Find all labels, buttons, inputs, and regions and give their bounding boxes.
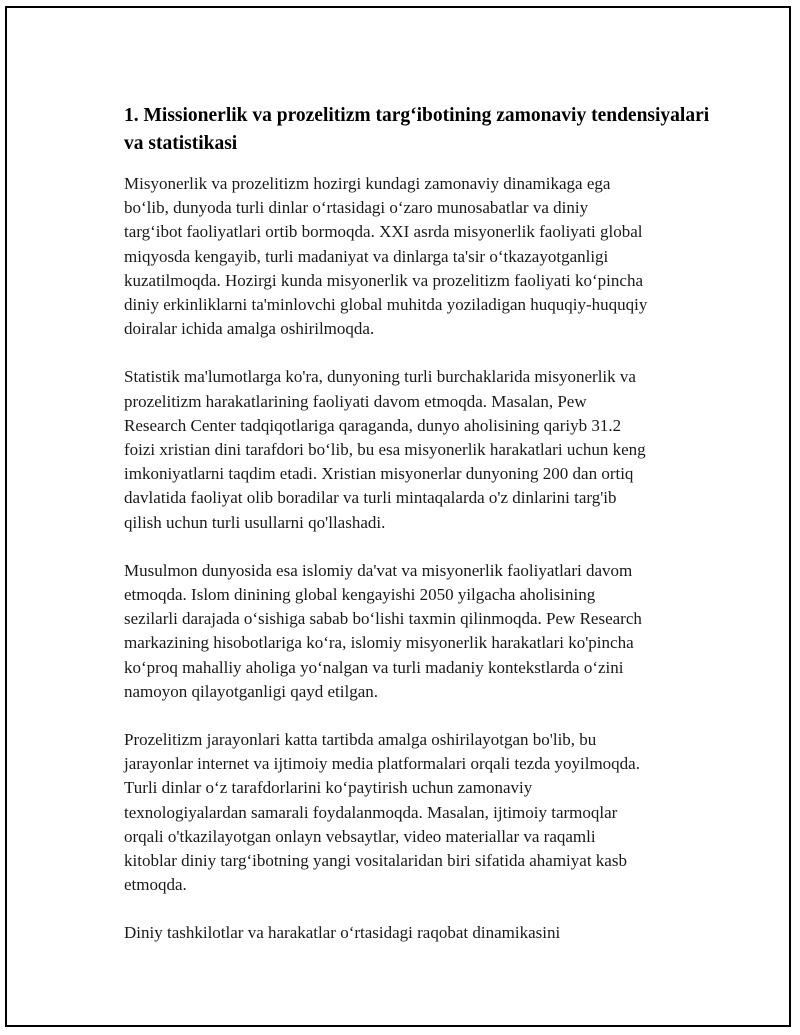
text-line: qilish uchun turli usullarni qo'llashadi. <box>124 512 386 532</box>
paragraph-1 <box>124 172 714 341</box>
paragraph-4 <box>124 728 714 897</box>
text-line: sezilarli darajada o‘sishiga sabab bo‘lishi taxmin qilinmoqda. Pew Research <box>124 609 642 629</box>
heading-line: tendensiyalari va statistikasi <box>124 105 710 154</box>
page-frame <box>5 6 791 1027</box>
text-line: Prozelitizm jarayonlari katta tartibda amalga oshirilayotgan bo'lib, bu <box>124 730 597 750</box>
text-line: foizi xristian dini tarafdori bo‘lib, bu esa misyonerlik harakatlari uchun keng <box>124 440 646 460</box>
text-line: bo‘lib, dunyoda turli dinlar o‘rtasidagi o‘zaro munosabatlar va diniy <box>124 198 589 218</box>
section-heading <box>124 102 714 158</box>
text-line: markazining hisobotlariga ko‘ra, islomiy misyonerlik harakatlari ko'pincha <box>124 633 634 653</box>
text-line: jarayonlar internet va ijtimoiy media platformalari orqali tezda yoyilmoqda. <box>124 754 640 774</box>
text-line: Statistik ma'lumotlarga ko'ra, dunyoning turli burchaklarida misyonerlik va <box>124 367 636 387</box>
text-line: etmoqda. <box>124 875 187 895</box>
heading-line: 1. Missionerlik va prozelitizm targ‘ibotining zamonaviy <box>124 105 587 126</box>
text-line: Musulmon dunyosida esa islomiy da'vat va misyonerlik faoliyatlari davom <box>124 560 633 580</box>
text-line: orqali o'tkazilayotgan onlayn vebsaytlar, video materiallar va raqamli <box>124 826 596 846</box>
text-line: etmoqda. Islom dinining global kengayishi 2050 yilgacha aholisining <box>124 585 596 605</box>
text-line: Diniy tashkilotlar va harakatlar o‘rtasidagi raqobat dinamikasini <box>124 923 561 943</box>
text-line: doiralar ichida amalga oshirilmoqda. <box>124 319 375 339</box>
text-line: diniy erkinliklarni ta'minlovchi global muhitda yoziladigan huquqiy-huquqiy <box>124 295 648 315</box>
text-line: prozelitizm harakatlarining faoliyati davom etmoqda. Masalan, Pew <box>124 391 587 411</box>
paragraph-5 <box>124 921 714 945</box>
text-line: targ‘ibot faoliyatlari ortib bormoqda. XXI asrda misyonerlik faoliyati global <box>124 222 643 242</box>
text-line: davlatida faoliyat olib boradilar va turli mintaqalarda o'z dinlarini targ'ib <box>124 488 617 508</box>
text-line: Turli dinlar o‘z tarafdorlarini ko‘paytirish uchun zamonaviy <box>124 778 533 798</box>
text-line: namoyon qilayotganligi qayd etilgan. <box>124 681 379 701</box>
paragraph-3 <box>124 559 714 704</box>
text-line: Misyonerlik va prozelitizm hozirgi kundagi zamonaviy dinamikaga ega <box>124 174 611 193</box>
text-line: imkoniyatlarni taqdim etadi. Xristian misyonerlar dunyoning 200 dan ortiq <box>124 464 634 484</box>
text-line: texnologiyalardan samarali foydalanmoqda. Masalan, ijtimoiy tarmoqlar <box>124 802 618 822</box>
text-line: ko‘proq mahalliy aholiga yo‘nalgan va turli madaniy kontekstlarda o‘zini <box>124 657 624 677</box>
text-line: kitoblar diniy targ‘ibotning yangi vositalaridan biri sifatida ahamiyat kasb <box>124 851 627 871</box>
text-line: Research Center tadqiqotlariga qaraganda, dunyo aholisining qariyb 31.2 <box>124 415 622 435</box>
paragraph-2 <box>124 365 714 534</box>
text-line: kuzatilmoqda. Hozirgi kunda misyonerlik va prozelitizm faoliyati ko‘pincha <box>124 270 643 290</box>
text-line: miqyosda kengayib, turli madaniyat va dinlarga ta'sir o‘tkazayotganligi <box>124 246 609 266</box>
document-body <box>124 102 714 970</box>
